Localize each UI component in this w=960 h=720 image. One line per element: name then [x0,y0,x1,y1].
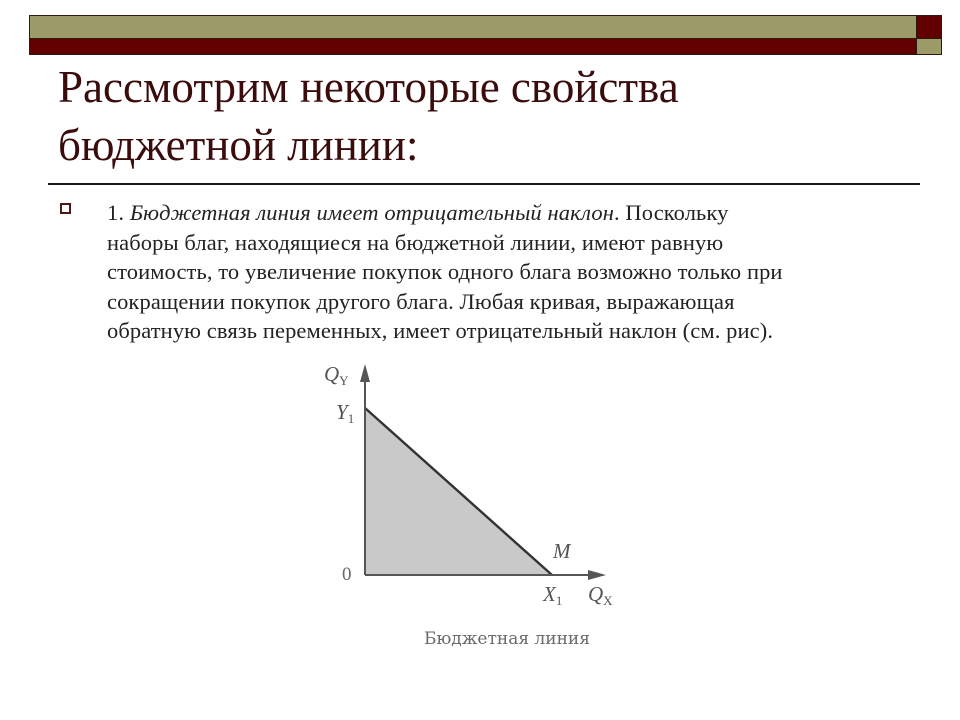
paragraph-line-3: стоимость, то увеличение покупок одного блага возможно только при [107,259,783,285]
header-olive-band [29,15,917,39]
line-1-rest: . Поскольку [613,200,729,225]
title-separator-line [48,183,920,185]
italic-lead-phrase: Бюджетная линия имеет отрицательный наклон [129,200,614,225]
header-maroon-band [29,39,917,55]
y-axis-arrow-icon [360,364,370,382]
y-intercept-label: $Y_1$ [336,400,355,426]
header-corner-olive-block [917,39,942,55]
x-axis-arrow-icon [588,570,606,580]
budget-line-label-m: M [553,539,571,563]
figure-caption: Бюджетная линия [424,629,590,649]
slide-title-line-2: бюджетной линии: [58,120,419,170]
budget-line-figure [300,350,660,670]
x-axis-label: $Q_X$ [588,582,613,608]
item-number: 1. [107,200,130,225]
paragraph-line-5: обратную связь переменных, имеет отрицательный наклон (см. рис). [107,318,774,344]
hollow-square-bullet-icon [60,203,71,214]
budget-line-diagram [300,350,660,670]
bullet-paragraph [107,198,907,346]
paragraph-line-2: наборы благ, находящиеся на бюджетной линии, имеют равную [107,229,724,255]
y-axis-label: $Q_Y$ [324,362,349,388]
paragraph-line-1 [107,198,907,228]
x-intercept-label: $X_1$ [543,582,563,608]
header-decoration-bar [29,15,943,55]
origin-label: 0 [342,564,352,585]
slide-title [58,58,918,174]
slide-title-line-1: Рассмотрим некоторые свойства [58,62,679,112]
paragraph-line-4: сокращении покупок другого блага. Любая кривая, выражающая [107,288,735,314]
header-corner-maroon-block [917,15,942,39]
